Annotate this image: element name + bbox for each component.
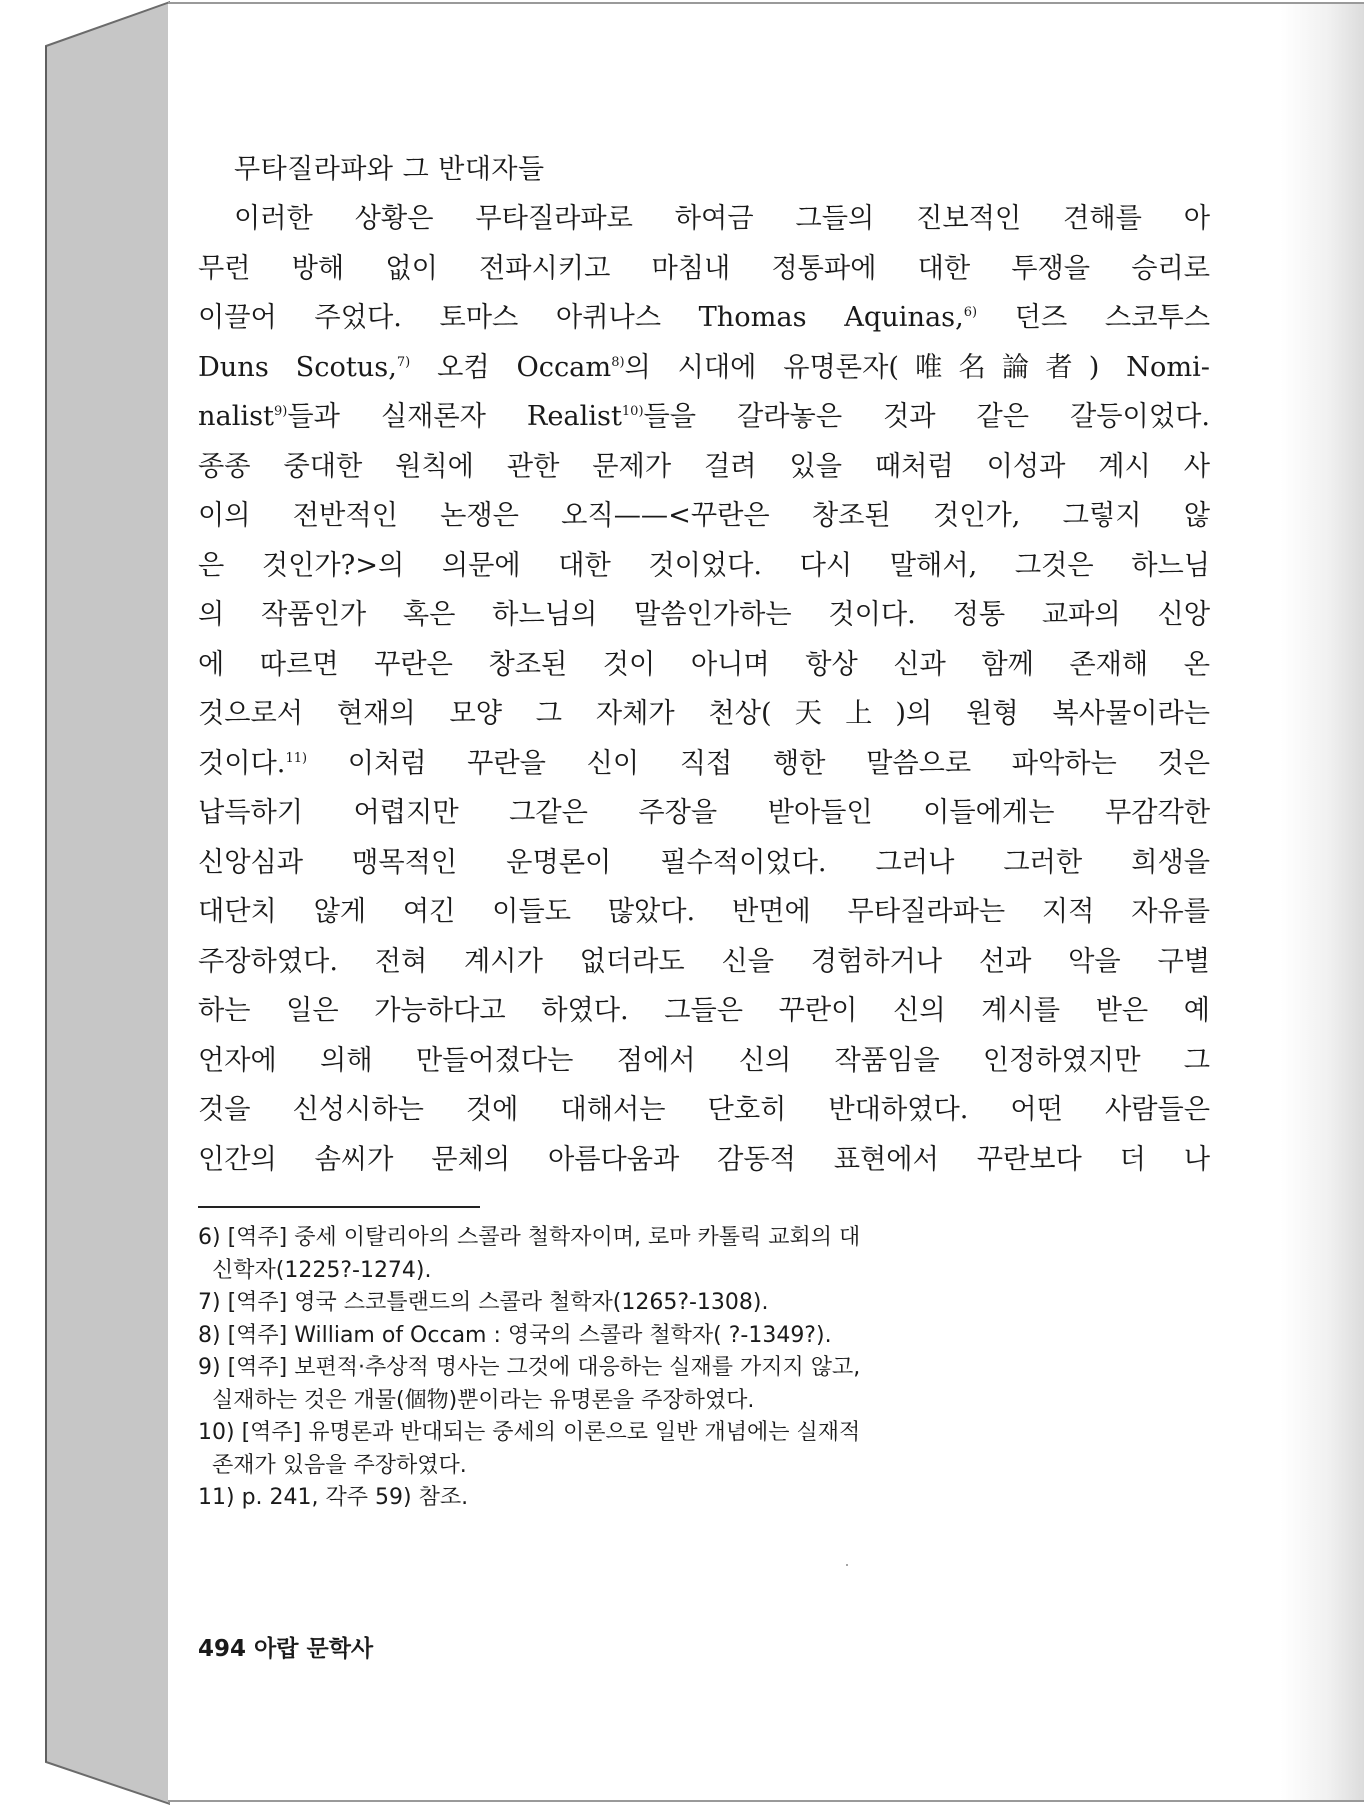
footnote-item	[198, 1320, 1210, 1353]
body-line: 것을 신성시하는 것에 대해서는 단호히 반대하였다. 어떤 사람들은	[198, 1094, 1210, 1125]
body-line: 이러한 상황은 무타질라파로 하여금 그들의 진보적인 견해를 아	[234, 203, 1210, 234]
page-footer	[198, 1630, 373, 1663]
footnote-item	[198, 1352, 1210, 1417]
footnote-continuation: 존재가 있음을 주장하였다.	[212, 1452, 467, 1478]
body-line: 의 작품인가 혹은 하느님의 말씀인가하는 것이다. 정통 교파의 신앙	[198, 599, 1210, 630]
footnote-continuation: 신학자(1225?-1274).	[212, 1257, 432, 1283]
footnote-continuation: 실재하는 것은 개물(個物)뿐이라는 유명론을 주장하였다.	[212, 1387, 755, 1413]
footnote-item	[198, 1287, 1210, 1320]
body-line: 대단치 않게 여긴 이들도 많았다. 반면에 무타질라파는 지적 자유를	[198, 896, 1210, 927]
footnote-marker: 11)	[285, 750, 308, 766]
body-paragraph	[198, 194, 1210, 1184]
footnote-text: 7) [역주] 영국 스코틀랜드의 스콜라 철학자(1265?-1308).	[198, 1290, 769, 1315]
body-line: Duns Scotus,$^{7)}$ 오컴 Occam$^{8)}$의 시대에 유명론자(唯名論者) Nomi-	[198, 351, 1210, 383]
body-line: 신앙심과 맹목적인 운명론이 필수적이었다. 그러나 그러한 희생을	[198, 846, 1210, 878]
footnote-marker: 10)	[621, 403, 644, 419]
body-line: 은 것인가?>의 의문에 대한 것이었다. 다시 말해서, 그것은 하느님	[198, 549, 1210, 581]
body-line: 것으로서 현재의 모양 그 자체가 천상(天上)의 원형 복사물이라는	[198, 698, 1210, 729]
footnote-marker: 6)	[963, 304, 978, 320]
body-line: 에 따르면 꾸란은 창조된 것이 아니며 항상 신과 함께 존재해 온	[198, 648, 1210, 680]
footnote-rule	[198, 1206, 480, 1208]
footnote-text: 10) [역주] 유명론과 반대되는 중세의 이론으로 일반 개념에는 실재적	[198, 1420, 861, 1445]
footnote-item	[198, 1417, 1210, 1482]
book-title: 아랍 문학사	[254, 1636, 374, 1662]
footnote-item	[198, 1222, 1210, 1287]
body-line: 납득하기 어렵지만 그같은 주장을 받아들인 이들에게는 무감각한	[198, 797, 1210, 828]
section-title: 무타질라파와 그 반대자들	[234, 154, 545, 185]
footnote-marker: 8)	[611, 354, 625, 370]
body-line: 하는 일은 가능하다고 하였다. 그들은 꾸란이 신의 계시를 받은 예	[198, 995, 1210, 1026]
body-line: 인간의 솜씨가 문체의 아름다움과 감동적 표현에서 꾸란보다 더 나	[198, 1143, 1210, 1175]
page-number: 494	[198, 1636, 247, 1662]
page-content	[198, 150, 1210, 1515]
body-line: 이끌어 주었다. 토마스 아퀴나스 Thomas Aquinas,$^{6)}$ 던즈 스코투스	[198, 302, 1210, 333]
body-line: 언자에 의해 만들어졌다는 점에서 신의 작품임을 인정하였지만 그	[198, 1044, 1210, 1076]
footnote-marker: 9)	[274, 403, 288, 419]
body-line: 것이다.$^{11)}$ 이처럼 꾸란을 신이 직접 행한 말씀으로 파악하는 것은	[198, 747, 1210, 779]
footnote-list	[198, 1222, 1210, 1515]
footnote-text: 11) p. 241, 각주 59) 참조.	[198, 1485, 469, 1510]
body-line: 무런 방해 없이 전파시키고 마침내 정통파에 대한 투쟁을 승리로	[198, 252, 1210, 284]
scan-speck	[846, 1564, 848, 1566]
footnote-text: 8) [역주] William of Occam : 영국의 스콜라 철학자( ?-1349?).	[198, 1322, 832, 1348]
body-line: 주장하였다. 전혀 계시가 없더라도 신을 경험하거나 선과 악을 구별	[198, 945, 1210, 977]
footnote-text: 9) [역주] 보편적·추상적 명사는 그것에 대응하는 실재를 가지지 않고,	[198, 1355, 861, 1380]
footnote-item	[198, 1482, 1210, 1515]
body-line: nalist$^{9)}$들과 실재론자 Realist$^{10)}$들을 갈라놓은 것과 같은 갈등이었다.	[198, 401, 1210, 432]
body-line: 이의 전반적인 논쟁은 오직——<꾸란은 창조된 것인가, 그렇지 않	[198, 500, 1210, 531]
footnote-text: 6) [역주] 중세 이탈리아의 스콜라 철학자이며, 로마 카톨릭 교회의 대	[198, 1225, 861, 1250]
book-spine	[0, 0, 170, 1806]
body-line: 종종 중대한 원칙에 관한 문제가 걸려 있을 때처럼 이성과 계시 사	[198, 450, 1210, 482]
footnote-marker: 7)	[396, 354, 411, 370]
